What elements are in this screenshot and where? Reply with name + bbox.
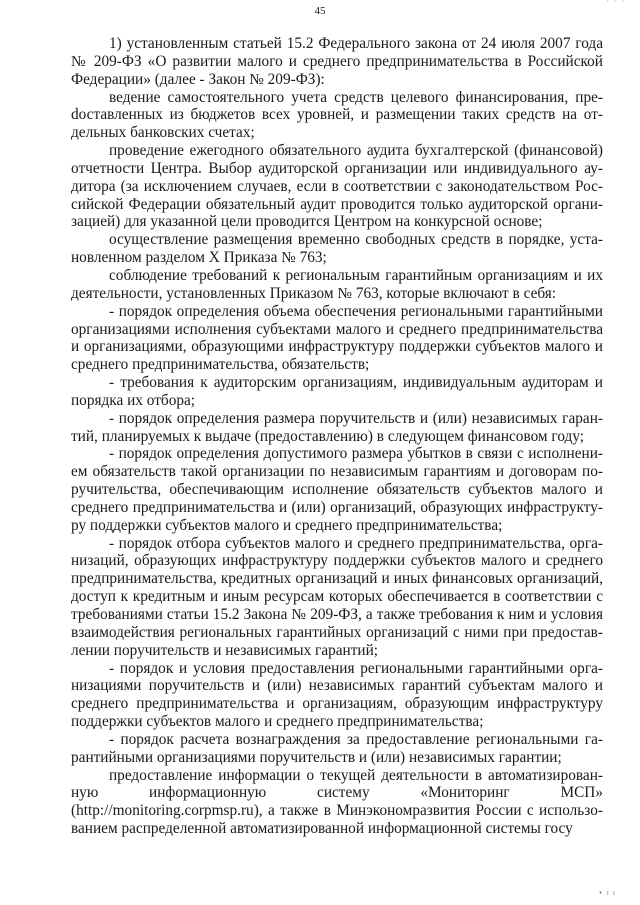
- paragraph-separate-accounting: ведение самостоятельного учета средств целевого финансирования, преdоставленных из бюджетов всех уровней, и размещении таких средств на отдельных банковских счетах;: [71, 88, 603, 142]
- page-number: 45: [314, 5, 326, 17]
- list-item-guarantee-size: - порядок определения размера поручительств и (или) независимых гарантий, планируемых к выдаче (предоставлению) в следующем финансовом году;: [71, 409, 603, 445]
- list-item-selection-procedure: - порядок отбора субъектов малого и среднего предпринимательства, организаций, образующих инфраструктуру поддержки субъектов малого и среднего предпринимательства, кредитных организаций и иных финансовых организаций, доступ к кредитным и иным ресурсам которых обеспечивается в соответствии с требованиями статьи 15.2 Закона № 209-ФЗ, а также требования к ним и условия взаимодействия региональных гарантийных организаций с ними при предоставлении поручительств и независимых гарантий;: [71, 534, 603, 659]
- paragraph-information-reporting: предоставление информации о текущей деятельности в автоматизированную информационную систему «Мониторинг МСП» (http://monitoring.corpmsp.ru), а также в Минэкономразвития России с использованием распределенной автоматизированной информационной системы госу: [71, 766, 603, 838]
- document-body: [71, 35, 603, 838]
- list-item-auditor-requirements: - требования к аудиторским организациям, индивидуальным аудиторам и порядка их отбора;: [71, 374, 603, 409]
- list-item-fee-calculation: - порядок расчета вознаграждения за предоставление региональными гарантийными организациями поручительств и (или) независимых гарантии;: [71, 730, 603, 766]
- paragraph-law-reference: 1) установленным статьей 15.2 Федерального закона от 24 июля 2007 года № 209-ФЗ «О развитии малого и среднего предпринимательства в Российской Федерации» (далее - Закон № 209-ФЗ):: [71, 35, 603, 88]
- paragraph-placement-of-funds: осуществление размещения временно свободных средств в порядке, установленном разделом X Приказа № 763;: [71, 231, 603, 267]
- paragraph-guarantee-requirements: соблюдение требований к региональным гарантийным организациям и их деятельности, установленных Приказом № 763, которые включают в себя:: [71, 266, 603, 302]
- scan-mark-top: ˙ ˙ ˙: [606, 0, 626, 8]
- paragraph-annual-audit: проведение ежегодного обязательного аудита бухгалтерской (финансовой) отчетности Центра. Выбор аудиторской организации или индивидуального аудитора (за исключением случаев, если в соответствии с законодательством Российской Федерации обязательный аудит проводится только аудиторской организацией) для указанной цели проводится Центром на конкурсной основе;: [71, 142, 603, 231]
- list-item-allowable-losses: - порядок определения допустимого размера убытков в связи с исполнением обязательств такой организации по независимым гарантиям и договорам поручительства, обеспечивающим исполнение обязательств субъектов малого и среднего предпринимательства и (или) организаций, образующих инфраструктуру поддержки субъектов малого и среднего предпринимательства;: [71, 445, 603, 534]
- list-item-security-volume: - порядок определения объема обеспечения региональными гарантийными организациями исполнения субъектами малого и среднего предпринимательства и организациями, образующими инфраструктуру поддержки субъектов малого и среднего предпринимательства, обязательств;: [71, 302, 603, 374]
- list-item-provision-conditions: - порядок и условия предоставления региональными гарантийными организациями поручительств и (или) независимых гарантий субъектам малого и среднего предпринимательства и организациям, образующим инфраструктуру поддержки субъектов малого и среднего предпринимательства;: [71, 659, 603, 731]
- scan-mark-bottom: • ı ı: [598, 889, 616, 897]
